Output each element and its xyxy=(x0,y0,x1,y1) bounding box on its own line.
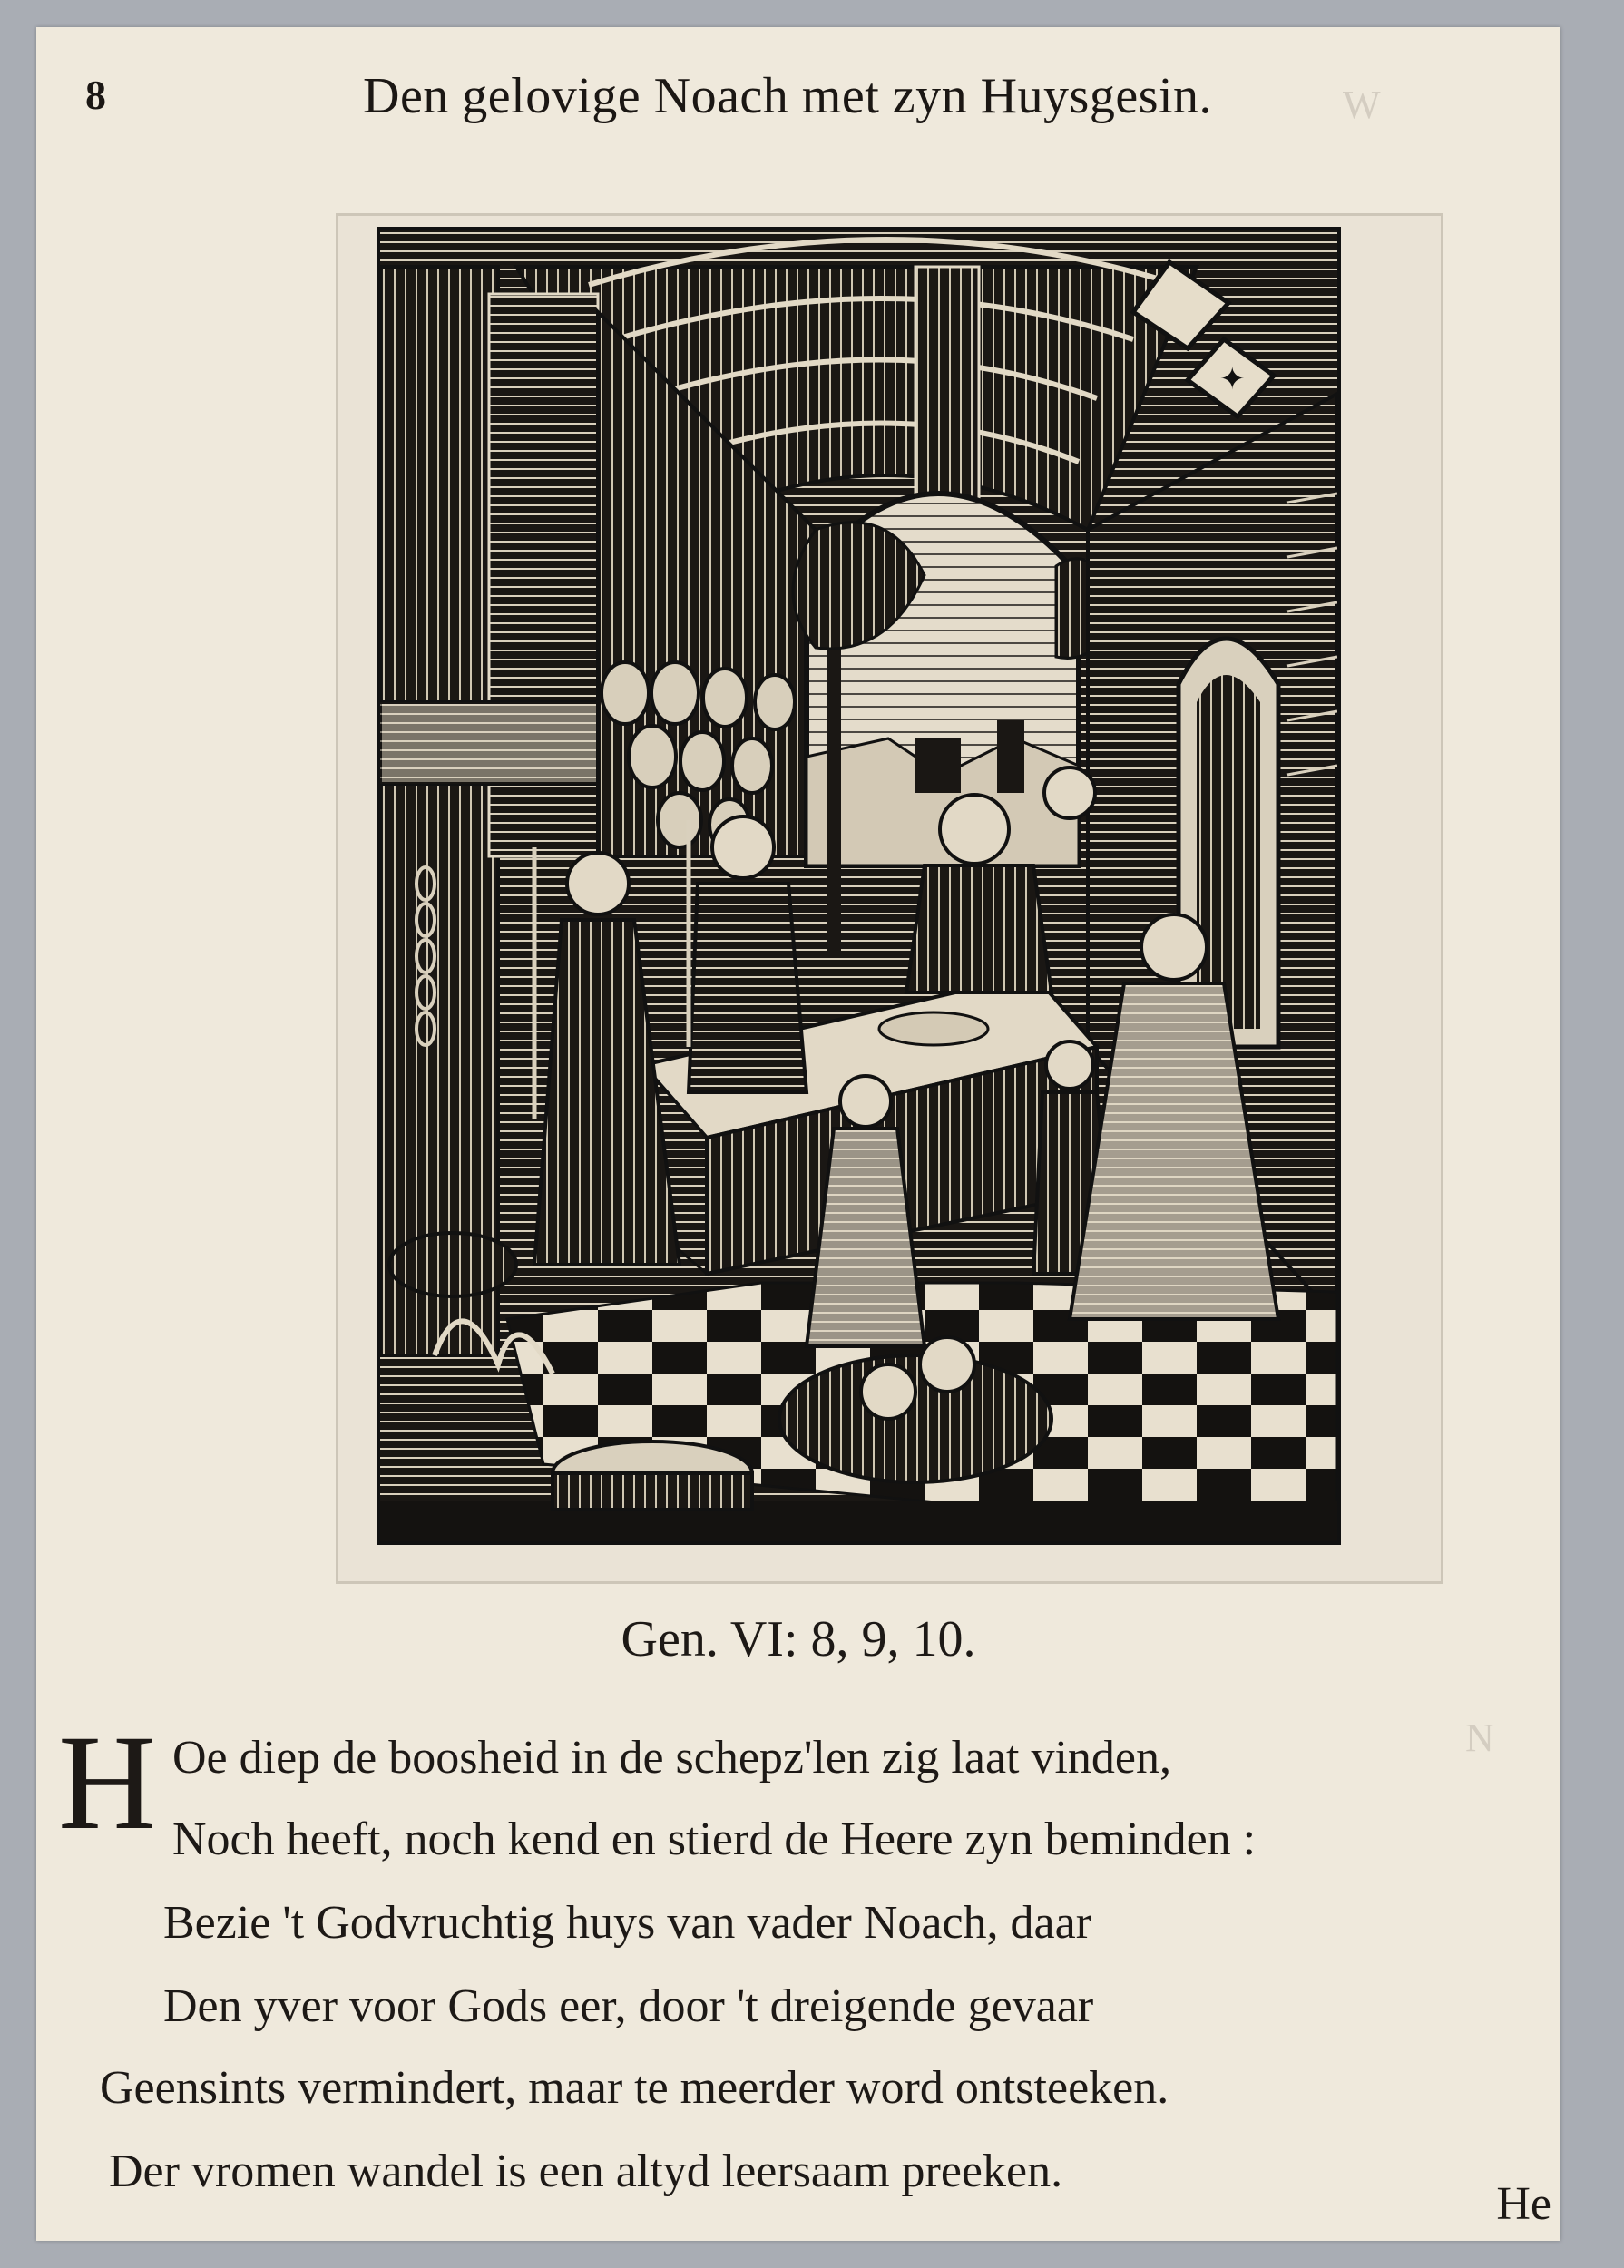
poem-line: Oe diep de boosheid in de schepz'len zig laat vinden, xyxy=(172,1732,1172,1784)
poem-line: Den yver voor Gods eer, door 't dreigende gevaar xyxy=(163,1980,1094,2032)
woodcut-noah-family-interior-icon xyxy=(380,230,1337,1541)
show-through-text: N xyxy=(1465,1716,1494,1760)
poem-line: Geensints vermindert, maar te meerder word ontsteeken. xyxy=(100,2062,1169,2114)
poem-line: Bezie 't Godvruchtig huys van vader Noach, daar xyxy=(163,1897,1092,1949)
bible-reference-caption: Gen. VI: 8, 9, 10. xyxy=(621,1611,976,1667)
page-number: 8 xyxy=(85,72,106,118)
svg-text:✦: ✦ xyxy=(1219,363,1246,396)
running-title: Den gelovige Noach met zyn Huysgesin. xyxy=(363,68,1213,124)
poem-line: Der vromen wandel is een altyd leersaam preeken. xyxy=(109,2146,1063,2197)
book-page xyxy=(36,27,1560,2241)
drop-cap: H xyxy=(58,1707,157,1858)
woodcut-illustration xyxy=(377,227,1341,1545)
show-through-text: W xyxy=(1343,83,1381,127)
catchword: He xyxy=(1496,2178,1551,2230)
poem-line: Noch heeft, noch kend en stierd de Heere zyn beminden : xyxy=(172,1813,1257,1865)
